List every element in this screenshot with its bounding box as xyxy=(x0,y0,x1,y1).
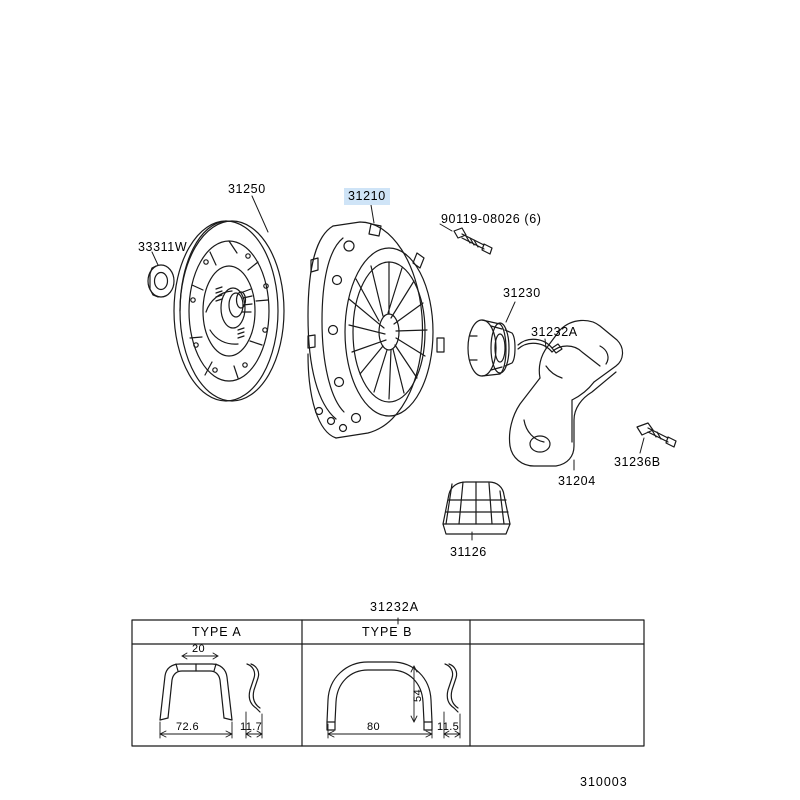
part-31210 xyxy=(308,222,444,438)
dim-type-a-right: 11.7 xyxy=(240,721,263,733)
table-header-type-a: TYPE A xyxy=(192,625,242,639)
part-31232A xyxy=(518,339,562,353)
part-31204 xyxy=(509,320,622,466)
callout-label: 31126 xyxy=(450,545,487,559)
callout-label: 90119-08026 (6) xyxy=(441,212,542,226)
callout-31204[interactable] xyxy=(558,474,596,488)
callout-label: 33311W xyxy=(138,240,188,254)
dim-type-b-vertical: 54 xyxy=(412,688,424,702)
figure-number: 310003 xyxy=(580,775,628,789)
callout-label: 31250 xyxy=(228,182,266,196)
callout-label: 31230 xyxy=(503,286,541,300)
table-header-type-b: TYPE B xyxy=(362,625,413,639)
dim-type-a-bottom: 72.6 xyxy=(176,721,200,733)
callout-31236B[interactable] xyxy=(614,455,661,469)
callout-31230[interactable] xyxy=(503,286,541,300)
callout-31210-highlighted[interactable] xyxy=(344,189,390,203)
callout-31232A[interactable] xyxy=(531,325,578,339)
callout-31126[interactable] xyxy=(450,545,487,559)
callout-label: 31210 xyxy=(344,188,390,205)
dim-type-a-top: 20 xyxy=(192,643,206,655)
part-31126 xyxy=(443,482,510,534)
callout-33311W[interactable] xyxy=(138,240,187,254)
part-33311W xyxy=(148,265,174,297)
dim-type-b-bottom: 80 xyxy=(367,721,381,733)
callout-31250[interactable] xyxy=(228,182,266,196)
part-31250 xyxy=(174,221,284,401)
dim-type-b-right: 11.5 xyxy=(437,721,460,733)
table-title: 31232A xyxy=(370,600,420,614)
callout-90119-08026[interactable] xyxy=(441,212,542,226)
callout-label: 31204 xyxy=(558,474,596,488)
callout-label: 31236B xyxy=(614,455,661,469)
part-31230 xyxy=(468,320,515,376)
part-90119-08026 xyxy=(454,228,492,254)
callout-label: 31232A xyxy=(531,325,578,339)
